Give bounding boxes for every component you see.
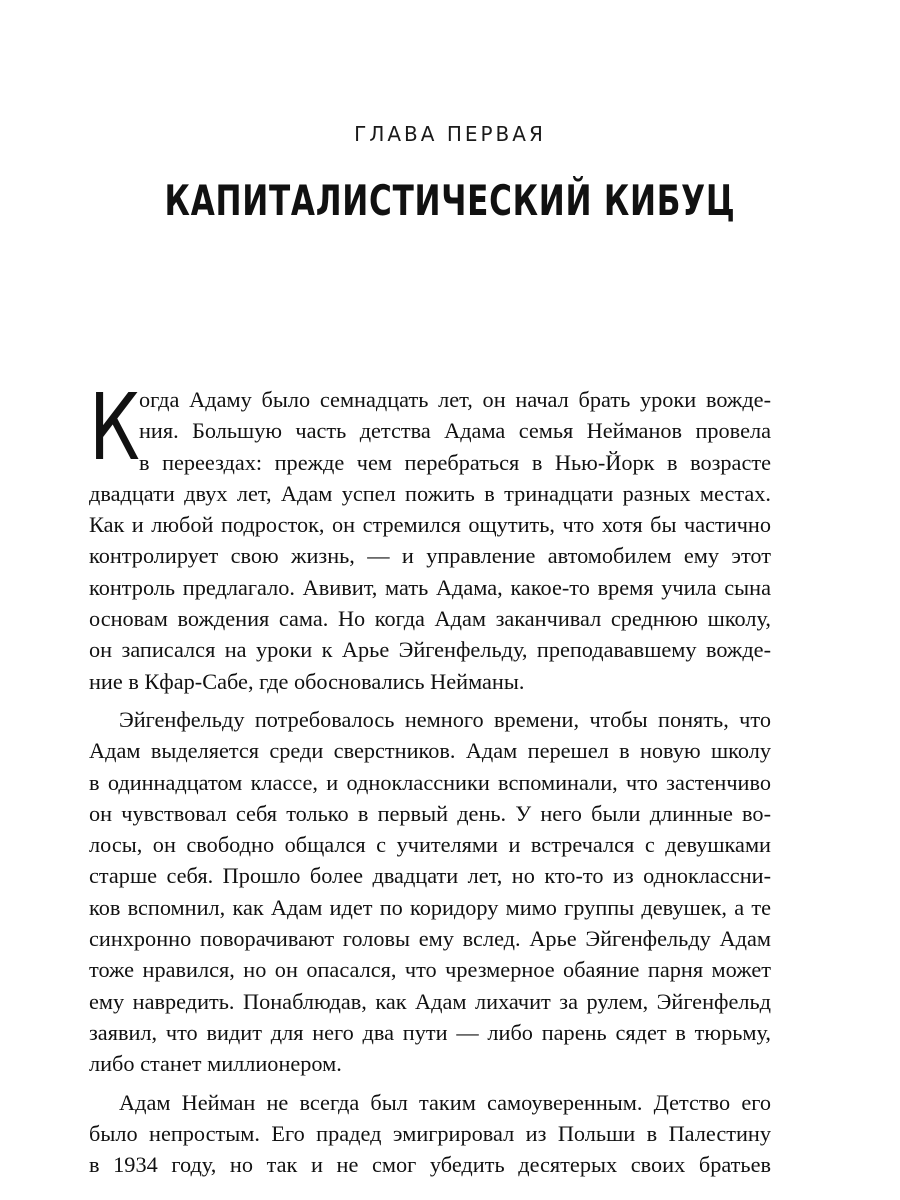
paragraph-line: он записался на уроки к Арье Эйгенфельду, преподававшему вожде-: [89, 637, 771, 663]
paragraph-line: лосы, он свободно общался с учителями и встречался с девушками: [89, 832, 771, 858]
paragraph-line: Адам выделяется среди сверстников. Адам перешел в новую школу: [89, 738, 771, 764]
paragraph-line: контроль предлагало. Авивит, мать Адама, какое-то время учила сына: [89, 574, 771, 600]
paragraph-line: в 1934 году, но так и не смог убедить десятерых своих братьев: [89, 1152, 771, 1178]
paragraph-1: [89, 374, 771, 697]
paragraph-line: ему навредить. Понаблюдав, как Адам лихачит за рулем, Эйгенфельд: [89, 988, 771, 1014]
paragraph-line: Адам Нейман не всегда был таким самоуверенным. Детство его: [119, 1089, 771, 1115]
paragraph-line: Как и любой подросток, он стремился ощутить, что хотя бы частично: [89, 512, 771, 538]
paragraph-line: в переездах: прежде чем перебраться в Нью-Йорк в возрасте: [139, 449, 771, 475]
paragraph-line: синхронно поворачивают головы ему вслед. Арье Эйгенфельду Адам: [89, 926, 771, 952]
paragraph-line: ния. Большую часть детства Адама семья Нейманов провела: [139, 418, 771, 444]
chapter-label: ГЛАВА ПЕРВАЯ: [354, 122, 546, 146]
chapter-title: КАПИТАЛИСТИЧЕСКИЙ КИБУЦ: [164, 176, 736, 225]
chapter-body: [89, 374, 771, 1180]
paragraph-line: он чувствовал себя только в первый день. У него были длинные во-: [89, 800, 771, 826]
paragraph-line: либо станет миллионером.: [89, 1051, 342, 1077]
paragraph-line: было непростым. Его прадед эмигрировал из Польши в Палестину: [89, 1120, 771, 1146]
paragraph-line: основам вождения сама. Но когда Адам заканчивал среднюю школу,: [89, 606, 771, 632]
paragraph-line: заявил, что видит для него два пути — либо парень сядет в тюрьму,: [89, 1019, 771, 1045]
paragraph-line: ние в Кфар-Сабе, где обосновались Нейманы.: [89, 668, 525, 694]
paragraph-3: [89, 1087, 771, 1181]
paragraph-line: ков вспомнил, как Адам идет по коридору мимо группы девушек, а те: [89, 894, 771, 920]
paragraph-line: двадцати двух лет, Адам успел пожить в тринадцати разных местах.: [89, 480, 771, 506]
drop-cap: К: [89, 374, 140, 481]
paragraph-line: огда Адаму было семнадцать лет, он начал брать уроки вожде-: [139, 387, 771, 412]
paragraph-line: Эйгенфельду потребовалось немного времени, чтобы понять, что: [119, 706, 771, 732]
paragraph-line: контролирует свою жизнь, — и управление автомобилем ему этот: [89, 543, 771, 569]
paragraph-line: в одиннадцатом классе, и одноклассники вспоминали, что застенчиво: [89, 769, 771, 795]
paragraph-line: тоже нравился, но он опасался, что чрезмерное обаяние парня может: [89, 957, 771, 983]
paragraph-line: старше себя. Прошло более двадцати лет, но кто-то из одноклассни-: [89, 863, 771, 889]
paragraph-2: [89, 704, 771, 1080]
